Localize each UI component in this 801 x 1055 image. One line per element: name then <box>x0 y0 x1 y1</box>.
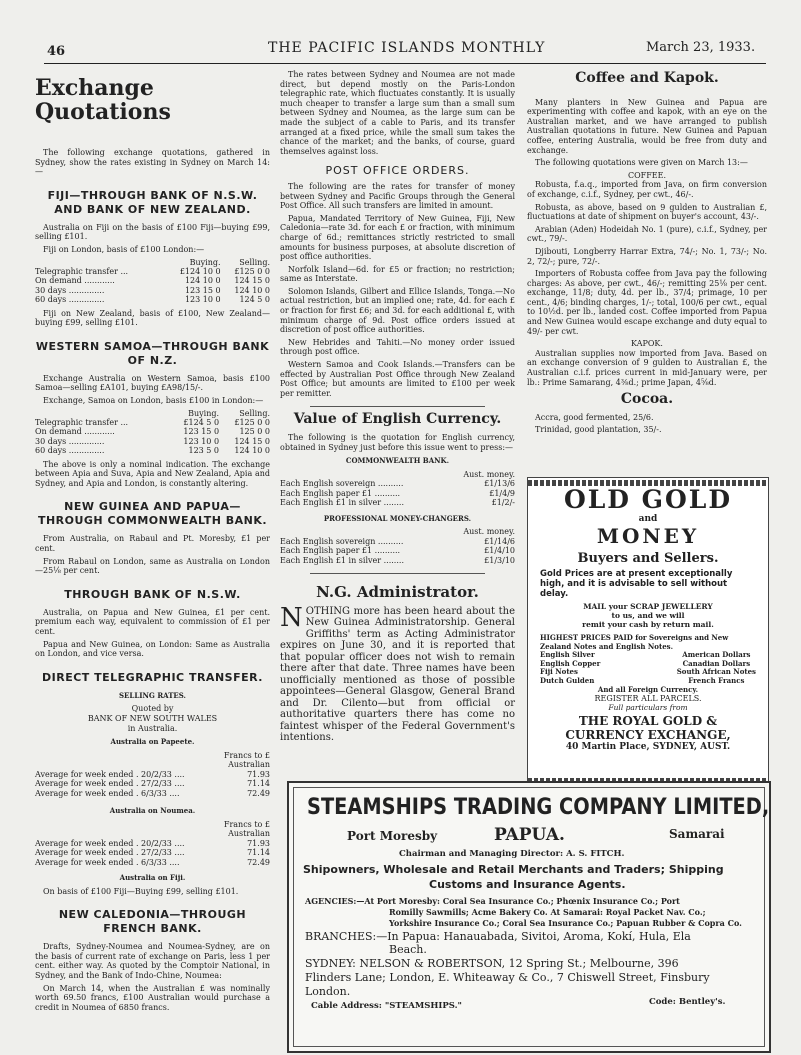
ad-gold-prices: Gold Prices are at present exceptionally high, and it is advisable to sell without delay. <box>540 569 733 599</box>
list-item: Dutch Gulden <box>540 675 595 685</box>
pm-table <box>280 537 515 565</box>
table-row: 60 days .............. 123 10 0 124 5 0 <box>35 295 270 305</box>
post-p3: Norfolk Island—6d. for £5 or fraction; no restriction; same as Interstate. <box>280 264 515 284</box>
papeete-heading: Australia on Papeete. <box>110 737 195 747</box>
col-head: Buying. <box>189 257 221 267</box>
page-number: 46 <box>47 44 66 59</box>
noumea-table <box>35 839 270 867</box>
post-p6: Western Samoa and Cook Islands.—Transfers can be effected by Australian Post Office through New Zealand Post Office; but amounts are limited to £100 per week per remitter. <box>280 360 515 398</box>
noumea-rates-text: The rates between Sydney and Noumea are not made direct, but depend mostly on the Paris-London telegraphic rate, which fluctuates constantly. It is usually much cheaper to transfer a large sum than a small sum between Sydney and Noumea, as the large sum can be made the subject of a cable to Paris, and its transfer arranged at a fixed price, while the small sum takes the chance of the market; and the banks, of course, guard themselves against loss. <box>280 70 515 156</box>
ngp-p1: From Australia, on Rabaul and Pt. Moresby, £1 per cent. <box>35 534 270 553</box>
old-gold-ad <box>527 477 769 787</box>
ng-heading: N.G. Administrator. <box>316 583 479 601</box>
post-p1: The following are the rates for transfer of money between Sydney and Pacific Groups through the General Post Office. All such transfers are limited in amount. <box>280 181 515 211</box>
divider <box>310 573 485 574</box>
steamships-title: STEAMSHIPS TRADING COMPANY LIMITED, <box>307 795 770 820</box>
ngp-heading: NEW GUINEA AND PAPUA—THROUGH COMMONWEALTH BANK. <box>37 500 268 528</box>
fiji-p1: Australia on Fiji on the basis of £100 Fiji—buying £99, selling £101. <box>35 222 270 242</box>
table-row: Average for week ended . 27/2/33 .... 71.14 <box>35 848 270 858</box>
unit-label: Francs to £ <box>223 819 270 829</box>
steamships-ad <box>287 781 771 1053</box>
dtt-sub2: Quoted by <box>131 704 174 714</box>
cocoa-item: Accra, good fermented, 25/6. <box>535 412 654 422</box>
post-p2: Papua, Mandated Territory of New Guinea, Fiji, New Caledonia—rate 3d. for each £ or fraction, with minimum charge of 6d.; remittances strictly restricted to small amounts for business purposes, at absolute discretion of post office authorities. <box>280 213 515 262</box>
table-row: 30 days .............. 123 10 0 124 15 0 <box>35 436 270 446</box>
ad-cable: Cable Address: "STEAMSHIPS." <box>311 1001 462 1011</box>
list-item: Canadian Dollars <box>682 658 751 668</box>
aust-money-label: Aust. money. <box>463 469 515 479</box>
ad-royal-gold: THE ROYAL GOLD & <box>578 714 718 728</box>
header-rule <box>44 63 766 64</box>
ng-text: OTHING more has been heard about the New Guinea Administratorship. General Griffiths' term as Acting Administrator expires on June 30, and it is reported that that popular officer does not wish to remain there after that date. Three names have been unofficially mentioned as those of possible appointees—General Glasgow, General Brand and Dr. Cilento—but from official or authoritative quarters there has come no faintest whisper of the Federal Government's intentions. <box>280 605 515 744</box>
old-gold-content <box>540 486 756 752</box>
ad-remit: remit your cash by return mail. <box>582 620 714 629</box>
ad-samarai: Samarai <box>669 827 725 841</box>
table-row: Average for week ended . 27/2/33 .... 71.14 <box>35 779 270 789</box>
ad-shipowners: Shipowners, Wholesale and Retail Merchants and Traders; Shipping <box>303 863 724 876</box>
list-item: American Dollars <box>682 650 751 659</box>
ad-particulars: Full particulars from <box>608 703 688 712</box>
ad-customs: Customs and Insurance Agents. <box>429 878 626 891</box>
coffee-item: Arabian (Aden) Hodeidah No. 1 (pure), c.i.f., Sydney, per cwt., 79/-. <box>527 224 767 244</box>
ad-agencies-3: Yorkshire Insurance Co.; Coral Sea Insurance Co.; Papuan Rubber & Copra Co. <box>389 918 742 928</box>
cb-heading: COMMONWEALTH BANK. <box>345 456 450 466</box>
ngp-p2: From Rabaul on London, same as Australia on London—25⅛ per cent. <box>35 556 270 576</box>
ad-papua: PAPUA. <box>494 825 565 845</box>
post-p5: New Hebrides and Tahiti.—No money order issued through post office. <box>280 337 515 357</box>
column-3 <box>527 70 767 438</box>
table-row: 60 days .............. 123 5 0 124 10 0 <box>35 446 270 456</box>
table-row: Telegraphic transfer ... £124 10 0 £125 0 0 <box>35 266 270 276</box>
cocoa-heading: Cocoa. <box>620 391 674 408</box>
col-head: Selling. <box>239 257 270 267</box>
ad-money: MONEY <box>596 524 700 548</box>
nsw-p1: Australia, on Papua and New Guinea, £1 per cent. premium each way, equivalent to commission of £1 per cent. <box>35 607 270 636</box>
noumea-heading: Australia on Noumea. <box>109 806 196 816</box>
samoa-table: Buying. Selling. Telegraphic transfer ... £124 5 0 £125 0 0 On demand ............ 123 15 0 125 0 0 30 days .............. 123 10 0 124 15 0 60 days .............. 123 5 0 124 10 0 <box>35 408 270 456</box>
ad-old-gold: OLD GOLD <box>563 485 733 514</box>
ad-foreign: And all Foreign Currency. <box>597 685 699 694</box>
kapok-subhead: KAPOK. <box>631 339 663 349</box>
samoa-heading: WESTERN SAMOA—THROUGH BANK OF N.Z. <box>35 339 270 367</box>
ad-register: REGISTER ALL PARCELS. <box>594 694 702 703</box>
unit-label: Australian <box>228 829 270 839</box>
exchange-title: Exchange Quotations <box>35 75 171 125</box>
list-item: French Francs <box>688 675 745 685</box>
table-row: Average for week ended . 20/2/33 .... 71.93 <box>35 769 270 779</box>
nsw-heading: THROUGH BANK OF N.S.W. <box>64 587 241 601</box>
ad-address: 40 Martin Place, SYDNEY, AUST. <box>565 742 731 752</box>
ng-article <box>280 602 515 744</box>
table-row: Each English £1 in silver ........ £1/2/- <box>280 498 515 508</box>
table-row: Average for week ended . 6/3/33 .... 72.49 <box>35 788 270 798</box>
currency-list <box>540 651 756 685</box>
coffee-intro: Many planters in New Guinea and Papua are experimenting with coffee and kapok, with an eye on the Australian market, and we have arranged to publish Australian quotations in future. New Guinea and Papuan coffee, entering Australia, would be free from duty and exchange. <box>527 97 767 155</box>
kapok-item: Australian supplies now imported from Java. Based on an exchange conversion of 9 gulden to Australian £, the Australian c.i.f. prices current in mid-January were, per lb.: Prime Samarang, 4⅜d.; prime Japan, 4⅝d. <box>527 348 767 387</box>
samoa-p3: The above is only a nominal indication. The exchange between Apia and Suva, Apia and New Zealand, Apia and Sydney, and Apia and London, is constantly altering. <box>35 459 270 488</box>
fiji-dtt-text: On basis of £100 Fiji—Buying £99, selling £101. <box>43 886 239 896</box>
post-heading: POST OFFICE ORDERS. <box>325 164 470 178</box>
ad-currency-exchange: CURRENCY EXCHANGE, <box>565 728 731 742</box>
post-p4: Solomon Islands, Gilbert and Ellice Islands, Tonga.—No actual restriction, but an implied one; rate, 4d. for each £ or fraction for first £6; and 3d. for each additional £, with minimum charge of 9d. Post office orders issued at discretion of post office authorities. <box>280 286 515 335</box>
coffee-item: Importers of Robusta coffee from Java pay the following charges: As above, per cwt., 46/-; remitting 25⅛ per cent. exchange, 11/8; duty, 4d. per lb., 37/4; primage, 10 per cent., 4/6; binding charges, 1/-; total, 100/6 per cwt., equal to 10½d. per lb., landed cost. Coffee imported from Papua and New Guinea would escape exchange and duty equal to 49/- per cwt. <box>527 269 767 336</box>
dtt-sub4: in Australia. <box>127 723 178 733</box>
samoa-p1: Exchange Australia on Western Samoa, basis £100 Samoa—selling £A101, buying £A98/15/-. <box>35 373 270 393</box>
newcal-p2: On March 14, when the Australian £ was nominally worth 69.50 francs, £100 Australian would purchase a credit in Noumea of 6850 francs. <box>35 983 270 1012</box>
ad-agencies-2: Romilly Sawmills; Acme Bakery Co. At Samarai: Royal Packet Nav. Co.; <box>389 907 706 917</box>
ad-mail: MAIL your SCRAP JEWELLERY <box>583 602 713 611</box>
ad-and: and <box>638 514 658 524</box>
issue-date: March 23, 1933. <box>646 40 756 55</box>
currency-heading: Value of English Currency. <box>293 411 502 428</box>
table-row: 30 days .............. 123 15 0 124 10 0 <box>35 285 270 295</box>
fiji-p2: Fiji on London, basis of £100 London:— <box>43 244 205 254</box>
list-item: South African Notes <box>676 667 756 676</box>
coffee-title: Coffee and Kapok. <box>575 70 719 86</box>
ad-code: Code: Bentley's. <box>649 997 726 1007</box>
exchange-intro: The following exchange quotations, gathered in Sydney, show the rates existing in Sydney on March 14:— <box>35 148 270 177</box>
ad-chairman: Chairman and Managing Director: A. S. FITCH. <box>399 849 625 859</box>
coffee-subhead: COFFEE. <box>627 170 666 180</box>
magazine-title: THE PACIFIC ISLANDS MONTHLY <box>268 40 546 56</box>
papeete-table <box>35 770 270 798</box>
ad-agencies-1: AGENCIES:—At Port Moresby: Coral Sea Insurance Co.; Phœnix Insurance Co.; Port <box>305 896 680 906</box>
ad-branches-2: Beach. <box>389 943 427 956</box>
table-row: Average for week ended . 20/2/33 .... 71.93 <box>35 838 270 848</box>
list-item: Fiji Notes <box>540 667 578 676</box>
unit-label: Francs to £ <box>223 750 270 760</box>
samoa-p2: Exchange, Samoa on London, basis £100 in London:— <box>43 395 264 405</box>
column-1 <box>35 70 270 1015</box>
newcal-heading: NEW CALEDONIA—THROUGH FRENCH BANK. <box>58 908 247 936</box>
page-header <box>0 0 801 64</box>
ad-sydney-1: SYDNEY: NELSON & ROBERTSON, 12 Spring St.; Melbourne, 396 <box>305 957 679 970</box>
ad-sydney-2: Flinders Lane; London, E. Whiteaway & Co., 7 Chiswell Street, Finsbury <box>305 971 710 984</box>
table-row: Each English sovereign .......... £1/13/6 <box>280 479 515 489</box>
table-row: Each English sovereign .......... £1/14/6 <box>280 536 515 546</box>
list-item: English Copper <box>540 658 601 668</box>
fiji-p3: Fiji on New Zealand, basis of £100, New Zealand—buying £99, selling £101. <box>35 308 270 328</box>
ad-sydney-3: London. <box>305 985 351 998</box>
dtt-sub3: BANK OF NEW SOUTH WALES <box>87 713 218 723</box>
fiji-dtt-heading: Australia on Fiji. <box>119 873 186 883</box>
divider <box>310 406 485 407</box>
ad-to-us: to us, and we will <box>611 611 685 620</box>
currency-p1: The following is the quotation for English currency, obtained in Sydney just before this issue went to press:— <box>280 433 515 452</box>
dtt-sub1: SELLING RATES. <box>119 690 186 700</box>
table-row: Each English paper £1 .......... £1/4/10 <box>280 546 515 556</box>
table-row: Average for week ended . 6/3/33 .... 72.49 <box>35 857 270 867</box>
cb-table <box>280 479 515 507</box>
ad-port-moresby: Port Moresby <box>347 829 438 843</box>
list-item: English Silver <box>540 650 595 659</box>
ad-branches: BRANCHES:—In Papua: Hanauabada, Sivitoi, Aroma, Kokí, Hula, Ela <box>305 930 691 943</box>
drop-cap: N <box>280 602 303 633</box>
dtt-heading: DIRECT TELEGRAPHIC TRANSFER. <box>42 670 263 684</box>
table-row: Telegraphic transfer ... £124 5 0 £125 0 0 <box>35 417 270 427</box>
pm-heading: PROFESSIONAL MONEY-CHANGERS. <box>323 513 472 523</box>
coffee-item: Robusta, f.a.q., imported from Java, on firm conversion of exchange, c.i.f., Sydney, per cwt., 46/-. <box>527 180 767 199</box>
table-row: Each English paper £1 .......... £1/4/9 <box>280 488 515 498</box>
coffee-item: Robusta, as above, based on 9 gulden to Australian £, fluctuations at date of shipment on buyer's account, 43/-. <box>527 202 767 222</box>
cocoa-item: Trinidad, good plantation, 35/-. <box>535 425 662 435</box>
fiji-heading: FIJI—THROUGH BANK OF N.S.W. AND BANK OF NEW ZEALAND. <box>47 188 258 216</box>
coffee-p2: The following quotations were given on March 13:— <box>535 158 748 168</box>
fiji-table <box>35 258 270 305</box>
table-row: Each English £1 in silver ........ £1/3/10 <box>280 555 515 565</box>
aust-money-label: Aust. money. <box>463 527 515 537</box>
coffee-item: Djibouti, Longberry Harrar Extra, 74/-; No. 1, 73/-; No. 2, 72/-; pure, 72/-. <box>527 246 767 266</box>
ad-highest: HIGHEST PRICES PAID for Sovereigns and New Zealand Notes and English Notes. <box>540 633 729 651</box>
unit-label: Australian <box>228 760 270 770</box>
column-2 <box>280 70 515 744</box>
nsw-p2: Papua and New Guinea, on London: Same as Australia on London, and vice versa. <box>35 639 270 659</box>
table-row: On demand ............ 124 10 0 124 15 0 <box>35 276 270 286</box>
table-row: On demand ............ 123 15 0 125 0 0 <box>35 427 270 437</box>
newcal-p1: Drafts, Sydney-Noumea and Noumea-Sydney, are on the basis of current rate of exchange on Paris, less 1 per cent. either way. As quoted by the Comptoir National, in Sydney, and the Bank of Indo-Chine, Noumea: <box>35 942 270 981</box>
ad-buyers: Buyers and Sellers. <box>577 551 719 566</box>
